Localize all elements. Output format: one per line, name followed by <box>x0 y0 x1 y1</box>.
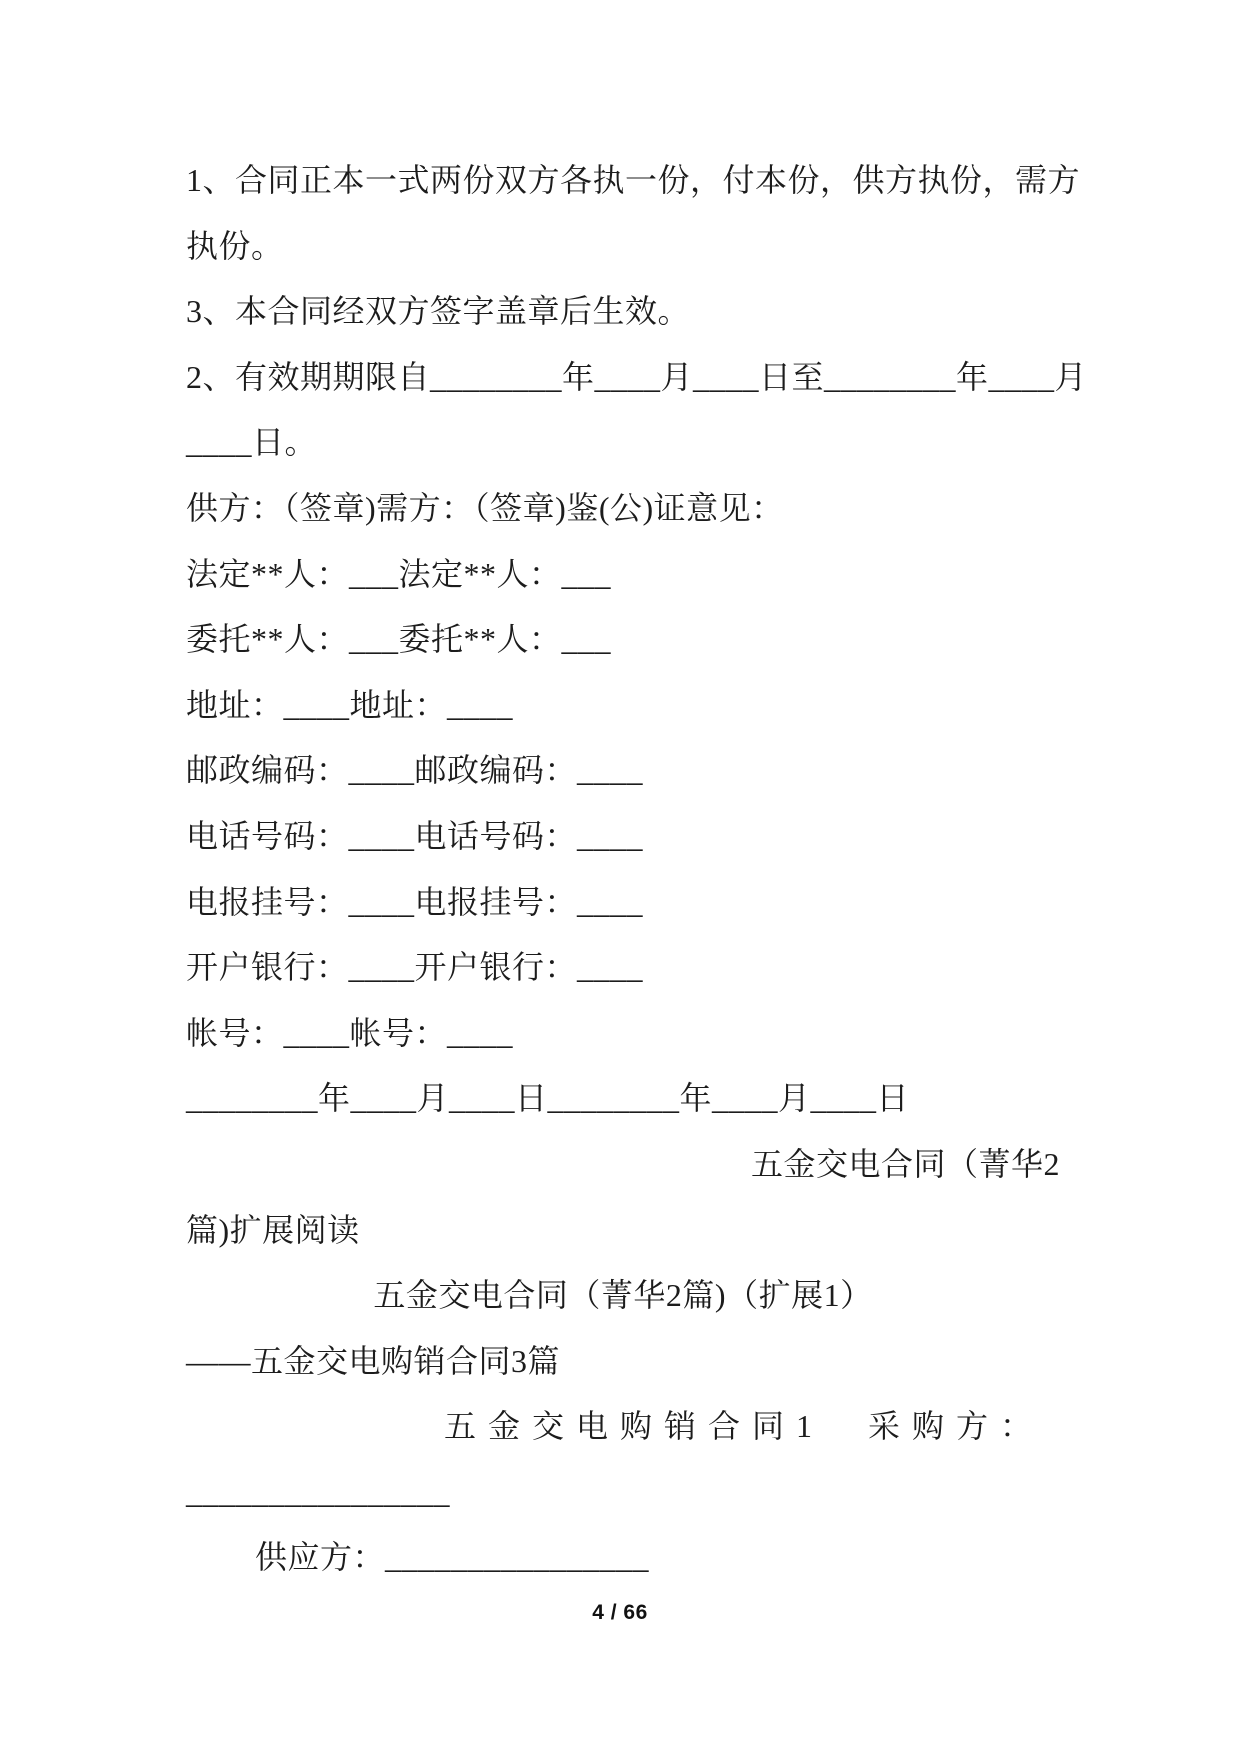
telegraph-code-row: 电报挂号：____电报挂号：____ <box>186 883 644 920</box>
postal-code-row: 邮政编码：____邮政编码：____ <box>186 752 644 789</box>
page-number: 4 / 66 <box>592 1601 648 1624</box>
section-title-wrap-line-2: 篇)扩展阅读 <box>186 1211 360 1248</box>
clause-copies-line-2: 执份。 <box>186 227 284 264</box>
clause-copies-line-1: 1、合同正本一式两份双方各执一份，付本份，供方执份，需方 <box>186 162 1081 198</box>
address-row: 地址：____地址：____ <box>186 686 514 723</box>
bank-row: 开户银行：____开户银行：____ <box>186 949 644 986</box>
phone-number-row: 电话号码：____电话号码：____ <box>186 817 644 854</box>
clause-effective-on-signature: 3、本合同经双方签字盖章后生效。 <box>186 293 691 330</box>
signature-date-row: ________年____月____日________年____月____日 <box>186 1080 910 1117</box>
clause-validity-period-line-2: ____日。 <box>186 424 318 461</box>
clause-validity-period-line-1: 2、有效期期限自________年____月____日至________年____月 <box>186 358 1088 395</box>
entrusted-agent-row: 委托**人：___委托**人：___ <box>186 621 612 658</box>
subsection-heading: ——五金交电购销合同3篇 <box>186 1342 561 1379</box>
contract-1-title-and-buyer: 五金交电购销合同1 采购方： <box>444 1408 1045 1445</box>
buyer-blank-line: ________________ <box>186 1473 450 1510</box>
signature-parties-row: 供方：（签章)需方：（签章)鉴(公)证意见： <box>186 489 784 526</box>
account-number-row: 帐号：____帐号：____ <box>186 1014 514 1051</box>
supplier-blank-line: 供应方：________________ <box>255 1539 650 1576</box>
extension-heading: 五金交电合同（菁华2篇)（扩展1） <box>373 1277 873 1314</box>
legal-representative-row: 法定**人：___法定**人：___ <box>186 555 612 592</box>
section-title-wrap-line-1: 五金交电合同（菁华2 <box>750 1145 1060 1182</box>
contract-body <box>186 148 1088 1591</box>
